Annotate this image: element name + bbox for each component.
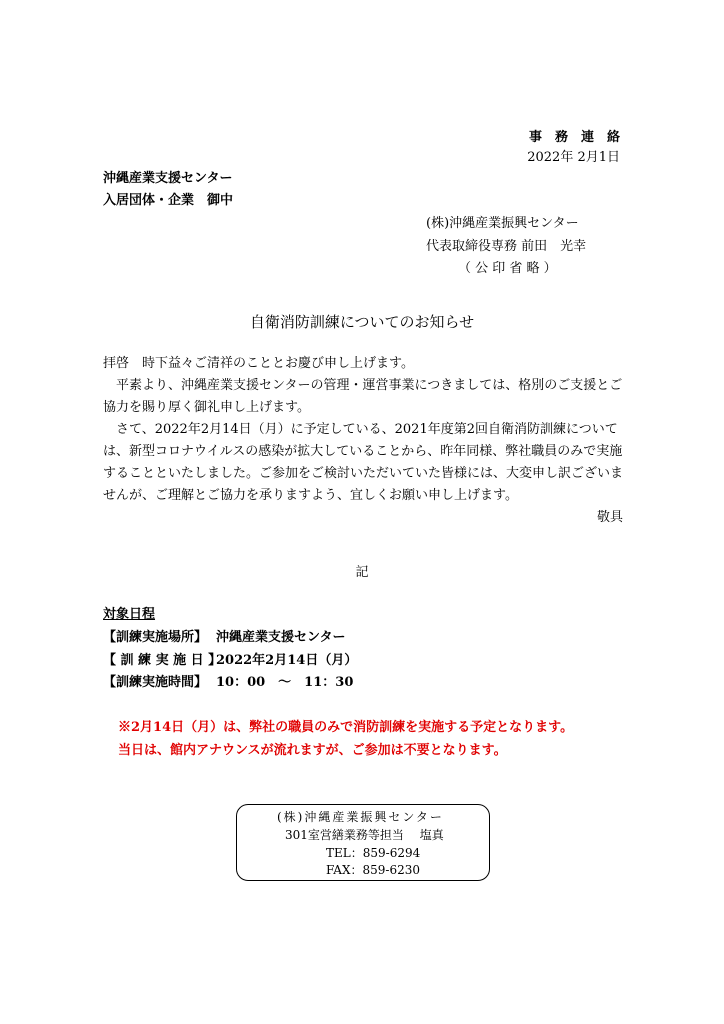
contact-fax: FAX：859-6230 [326,863,420,877]
document-date: 2022年 2月1日 [527,150,620,165]
note-1: ※2月14日（月）は、弊社の職員のみで消防訓練を実施する予定となります。 [118,720,574,735]
training-time-label: 【訓練実施時間】 [103,675,208,690]
contact-department: 301室営繕業務等担当 塩真 [285,828,444,842]
recipient-line-2: 入居団体・企業 御中 [103,193,234,208]
location-label: 【訓練実施場所】 [103,630,208,645]
contact-company: (株)沖縄産業振興センター [277,810,444,824]
letter-body [103,353,623,529]
training-date-value: 2022年2月14日（月） [216,653,358,668]
closing: 敬具 [596,510,623,525]
note-2: 当日は、館内アナウンスが流れますが、ご参加は不要となります。 [118,743,507,758]
document-title: 自衛消防訓練についてのお知らせ [249,313,475,331]
recipient-line-1: 沖縄産業支援センター [103,171,233,186]
training-date-label: 【 訓 練 実 施 日 】 [103,653,222,668]
schedule-heading: 対象日程 [103,607,156,622]
training-time-value: 10：00 ～ 11：30 [216,675,354,690]
sender-company: (株)沖縄産業振興センター [426,216,579,231]
seal-omitted: （ 公 印 省 略 ） [458,261,557,276]
location-value: 沖縄産業支援センター [216,630,346,645]
contact-box [236,804,490,881]
notice-type: 事 務 連 絡 [528,130,620,145]
contact-tel: TEL：859-6294 [326,846,421,860]
ki-marker: 記 [355,565,369,580]
body-paragraph-2: さて、2022年2月14日（月）に予定している、2021年度第2回自衛消防訓練については、新型コロナウイルスの感染が拡大していることから、昨年同様、弊社職員のみで実施することといたしました。ご参加をご検討いただいていた皆様には、大変申し訳ございませんが、ご理解とご協力を承りますよう、宜しくお願い申し上げます。 [103,422,624,503]
sender-title-name: 代表取締役専務 前田 光幸 [426,239,587,254]
body-paragraph-1: 平素より、沖縄産業支援センターの管理・運営事業につきましては、格別のご支援とご協力を賜り厚く御礼申し上げます。 [103,378,623,415]
greeting: 拝啓 時下益々ご清祥のこととお慶び申し上げます。 [103,356,414,371]
